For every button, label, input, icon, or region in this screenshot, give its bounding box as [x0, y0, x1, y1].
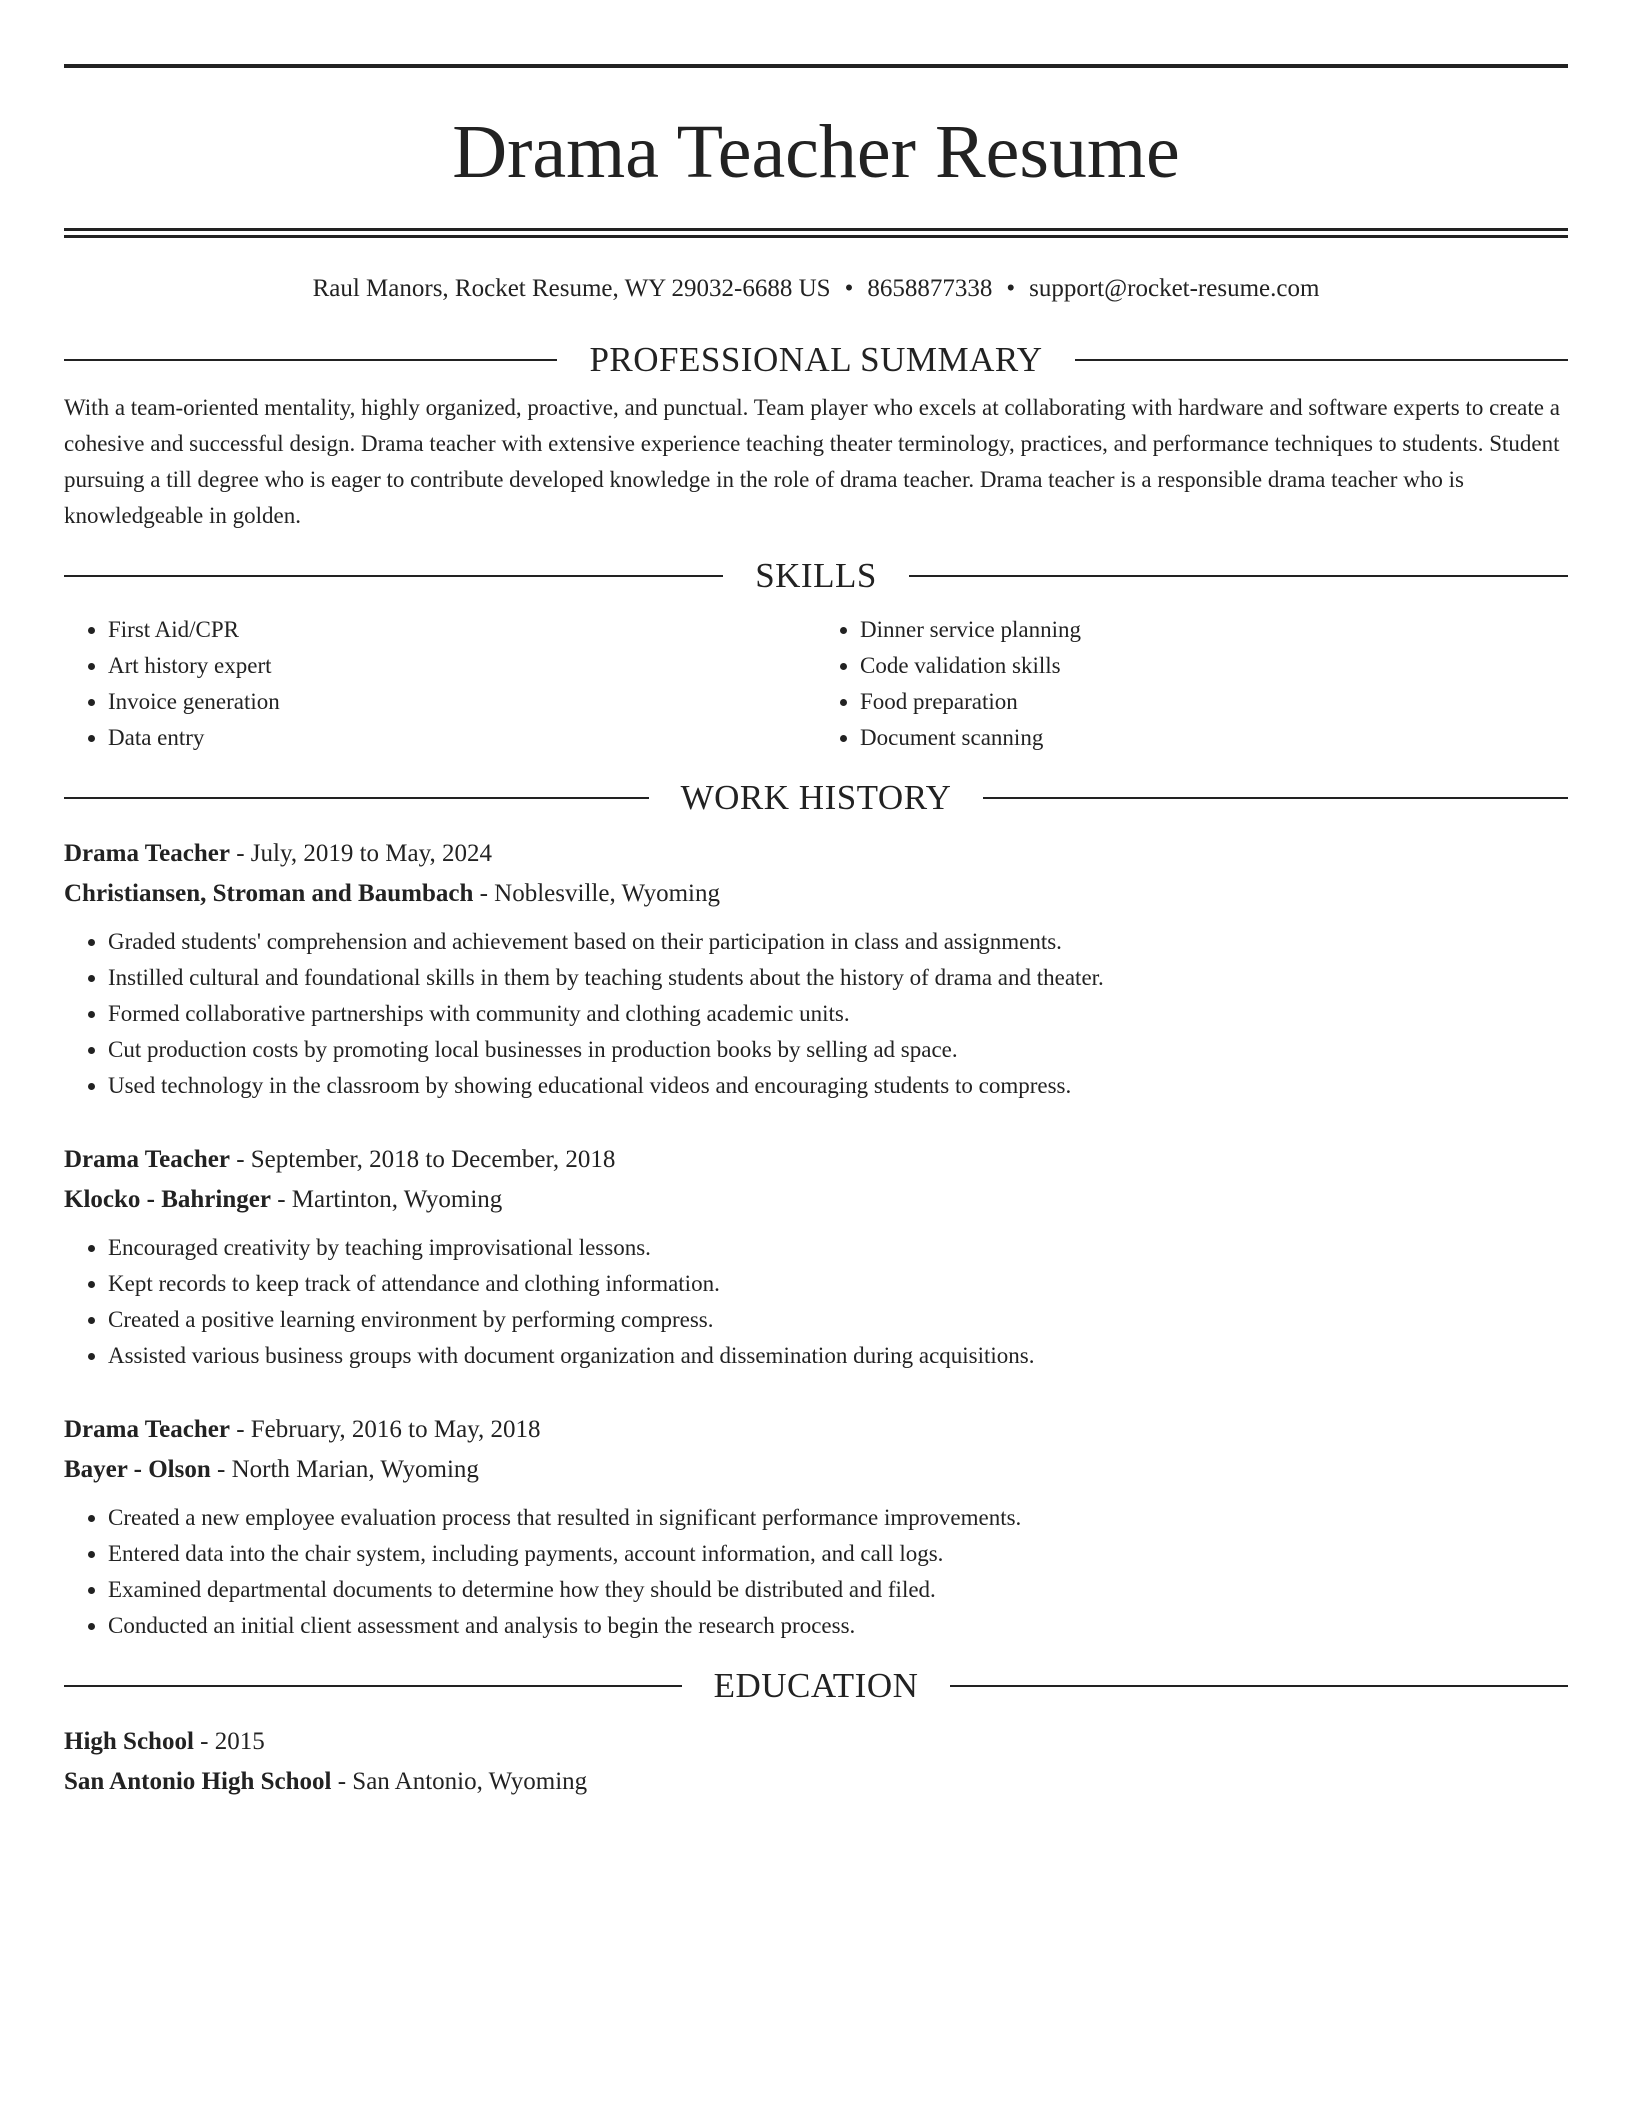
job-company-line [64, 1450, 1568, 1490]
job-title-line [64, 834, 1568, 874]
skills-section-header [64, 552, 1568, 600]
job-location: - Martinton, Wyoming [270, 1186, 503, 1213]
job-dates: - February, 2016 to May, 2018 [229, 1416, 541, 1443]
summary-section-header [64, 336, 1568, 384]
skill-item: • Data entry [108, 720, 816, 756]
job-location: - North Marian, Wyoming [210, 1456, 479, 1483]
section-rule-left [64, 575, 723, 577]
job-company: Christiansen, Stroman and Baumbach [64, 880, 474, 907]
skill-item: • Food preparation [860, 684, 1568, 720]
education-school-line [64, 1762, 1568, 1802]
job-bullet: • Instilled cultural and foundational skills in them by teaching students about the history of drama and theater. [108, 960, 1568, 996]
job-bullet: • Formed collaborative partnerships with community and clothing academic units. [108, 996, 1568, 1032]
section-rule-left [64, 1685, 682, 1687]
job-bullet: • Assisted various business groups with document organization and dissemination during acquisitions. [108, 1338, 1568, 1374]
job-bullet: • Created a positive learning environment by performing compress. [108, 1302, 1568, 1338]
top-rule [64, 64, 1568, 68]
work-section-header [64, 774, 1568, 822]
job-title: Drama Teacher [64, 840, 230, 867]
skills-column-right [816, 612, 1568, 756]
section-rule-right [983, 797, 1568, 799]
skill-item: • First Aid/CPR [108, 612, 816, 648]
education-section-title: EDUCATION [713, 1666, 919, 1705]
job-company: Bayer - Olson [64, 1456, 211, 1483]
page-title: Drama Teacher Resume [452, 110, 1180, 194]
job-entry [64, 1410, 1568, 1644]
job-dates: - September, 2018 to December, 2018 [229, 1146, 616, 1173]
education-degree-line [64, 1722, 1568, 1762]
job-bullets [64, 924, 1568, 1104]
contact-phone: 8658877338 [867, 275, 993, 302]
skill-item: • Code validation skills [860, 648, 1568, 684]
skills-section-title: SKILLS [755, 556, 877, 595]
job-bullet: • Graded students' comprehension and achievement based on their participation in class and assignments. [108, 924, 1568, 960]
education-section-header [64, 1662, 1568, 1710]
section-rule-left [64, 797, 649, 799]
section-rule-right [950, 1685, 1568, 1687]
education-entry [64, 1722, 1568, 1802]
skill-item: • Invoice generation [108, 684, 816, 720]
job-title: Drama Teacher [64, 1416, 230, 1443]
job-bullet: • Entered data into the chair system, including payments, account information, and call logs. [108, 1536, 1568, 1572]
education-location: - San Antonio, Wyoming [331, 1768, 588, 1795]
job-bullet: • Examined departmental documents to determine how they should be distributed and filed. [108, 1572, 1568, 1608]
job-bullet: • Encouraged creativity by teaching improvisational lessons. [108, 1230, 1568, 1266]
job-bullet: • Created a new employee evaluation process that resulted in significant performance improvements. [108, 1500, 1568, 1536]
job-company-line [64, 874, 1568, 914]
job-title-line [64, 1140, 1568, 1180]
education-degree: High School [64, 1728, 194, 1755]
skills-list [64, 612, 1568, 756]
section-rule-right [909, 575, 1568, 577]
section-rule-left [64, 359, 557, 361]
job-bullets [64, 1230, 1568, 1374]
job-title: Drama Teacher [64, 1146, 230, 1173]
education-school: San Antonio High School [64, 1768, 332, 1795]
summary-section-title: PROFESSIONAL SUMMARY [589, 340, 1043, 379]
resume-page [64, 64, 1568, 1802]
section-rule-right [1075, 359, 1568, 361]
job-bullet: • Kept records to keep track of attendance and clothing information. [108, 1266, 1568, 1302]
contact-separator: • [844, 275, 854, 302]
job-bullet: • Conducted an initial client assessment and analysis to begin the research process. [108, 1608, 1568, 1644]
contact-address: Raul Manors, Rocket Resume, WY 29032-6688 US [312, 275, 831, 302]
job-company-line [64, 1180, 1568, 1220]
job-entry [64, 1140, 1568, 1374]
work-history [64, 834, 1568, 1644]
job-location: - Noblesville, Wyoming [473, 880, 720, 907]
job-bullet: • Used technology in the classroom by showing educational videos and encouraging students to compress. [108, 1068, 1568, 1104]
skill-item: • Dinner service planning [860, 612, 1568, 648]
job-entry [64, 834, 1568, 1104]
contact-separator: • [1006, 275, 1016, 302]
job-dates: - July, 2019 to May, 2024 [229, 840, 492, 867]
job-bullet: • Cut production costs by promoting local businesses in production books by selling ad space. [108, 1032, 1568, 1068]
job-bullets [64, 1500, 1568, 1644]
skill-item: • Art history expert [108, 648, 816, 684]
job-company: Klocko - Bahringer [64, 1186, 271, 1213]
title-double-rule [64, 228, 1568, 238]
work-section-title: WORK HISTORY [680, 778, 952, 817]
contact-line [64, 272, 1568, 306]
job-title-line [64, 1410, 1568, 1450]
skills-column-left [64, 612, 816, 756]
contact-email: support@rocket-resume.com [1029, 275, 1320, 302]
summary-text: With a team-oriented mentality, highly organized, proactive, and punctual. Team player who excels at collaborating with hardware and software experts to create a cohesive and successful design. Drama teacher with extensive experience teaching theater terminology, practices, and performance techniques to students. Student pursuing a till degree who is eager to contribute developed knowledge in the role of drama teacher. Drama teacher is a responsible drama teacher who is knowledgeable in golden. [64, 395, 1560, 528]
skill-item: • Document scanning [860, 720, 1568, 756]
education-year: - 2015 [193, 1728, 265, 1755]
